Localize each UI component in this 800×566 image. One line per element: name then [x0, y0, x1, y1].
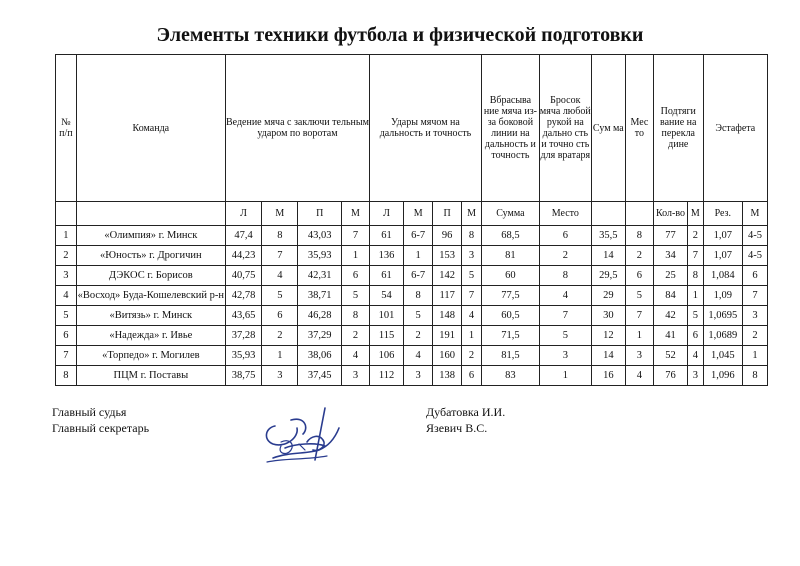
table-cell: 153 [433, 246, 462, 266]
table-row [56, 306, 768, 326]
row-number: 5 [56, 306, 77, 326]
table-cell: 1,084 [703, 266, 742, 286]
results-table [55, 54, 768, 386]
table-cell: 1 [341, 246, 369, 266]
table-cell: 14 [591, 346, 625, 366]
table-cell: 8 [262, 226, 298, 246]
table-row [56, 226, 768, 246]
table-cell: 35,5 [591, 226, 625, 246]
table-cell: 1,096 [703, 366, 742, 386]
table-cell: 6 [341, 266, 369, 286]
table-cell: 61 [369, 226, 403, 246]
table-cell: 29 [591, 286, 625, 306]
table-cell: 60 [481, 266, 539, 286]
table-cell: 3 [742, 306, 767, 326]
subheader-shot-m: М [404, 202, 433, 226]
header-team: Команда [76, 55, 225, 202]
subheader-empty [625, 202, 653, 226]
table-cell: 7 [462, 286, 482, 306]
subheader-pull-qty: Кол-во [653, 202, 687, 226]
table-cell: 38,71 [298, 286, 342, 306]
table-cell: 3 [341, 366, 369, 386]
table-cell: 77 [653, 226, 687, 246]
table-cell: 52 [653, 346, 687, 366]
table-cell: 6 [262, 306, 298, 326]
table-cell: 37,45 [298, 366, 342, 386]
table-cell: 5 [625, 286, 653, 306]
table-cell: 35,93 [225, 346, 261, 366]
row-number: 2 [56, 246, 77, 266]
header-place: Мес то [625, 55, 653, 202]
table-cell: 7 [262, 246, 298, 266]
table-cell: 1 [462, 326, 482, 346]
table-cell: 35,93 [298, 246, 342, 266]
table-row [56, 266, 768, 286]
table-cell: 148 [433, 306, 462, 326]
table-cell: 76 [653, 366, 687, 386]
table-cell: 5 [462, 266, 482, 286]
row-number: 4 [56, 286, 77, 306]
table-cell: 41 [653, 326, 687, 346]
judge-name: Дубатовка И.И. [426, 405, 506, 419]
table-cell: 42,78 [225, 286, 261, 306]
team-name: «Надежда» г. Ивье [76, 326, 225, 346]
table-cell: 6 [462, 366, 482, 386]
row-number: 3 [56, 266, 77, 286]
subheader-drib-l: Л [225, 202, 261, 226]
table-cell: 4 [625, 366, 653, 386]
team-name: ДЭКОС г. Борисов [76, 266, 225, 286]
table-cell: 8 [742, 366, 767, 386]
table-cell: 1 [262, 346, 298, 366]
table-cell: 136 [369, 246, 403, 266]
table-cell: 7 [625, 306, 653, 326]
table-cell: 117 [433, 286, 462, 306]
team-name: «Олимпия» г. Минск [76, 226, 225, 246]
table-cell: 30 [591, 306, 625, 326]
table-row [56, 326, 768, 346]
table-cell: 84 [653, 286, 687, 306]
table-cell: 42 [653, 306, 687, 326]
table-cell: 1 [625, 326, 653, 346]
table-cell: 2 [625, 246, 653, 266]
footer-right [426, 404, 505, 436]
header-dribbling: Ведение мяча с заключи тельным ударом по воротам [225, 55, 369, 202]
table-cell: 1,07 [703, 246, 742, 266]
table-cell: 7 [742, 286, 767, 306]
table-cell: 3 [262, 366, 298, 386]
table-cell: 4 [262, 266, 298, 286]
team-name: «Юность» г. Дрогичин [76, 246, 225, 266]
subheader-pull-m: М [688, 202, 704, 226]
chief-secretary-label: Главный секретарь [52, 421, 150, 435]
header-relay: Эстафета [703, 55, 767, 202]
table-cell: 8 [404, 286, 433, 306]
subheader-shot-m2: М [462, 202, 482, 226]
table-cell: 3 [625, 346, 653, 366]
team-name: ПЦМ г. Поставы [76, 366, 225, 386]
document-title: Элементы техники футбола и физической подготовки [156, 24, 644, 46]
table-cell: 14 [591, 246, 625, 266]
table-cell: 37,29 [298, 326, 342, 346]
table-cell: 160 [433, 346, 462, 366]
table-cell: 5 [404, 306, 433, 326]
subheader-empty [56, 202, 77, 226]
subheader-drib-p: П [298, 202, 342, 226]
table-row [56, 346, 768, 366]
table-cell: 106 [369, 346, 403, 366]
table-cell: 8 [539, 266, 591, 286]
table-cell: 3 [539, 346, 591, 366]
table-cell: 3 [404, 366, 433, 386]
table-cell: 2 [462, 346, 482, 366]
table-cell: 77,5 [481, 286, 539, 306]
subheader-relay-res: Рез. [703, 202, 742, 226]
subheader-empty [76, 202, 225, 226]
table-cell: 191 [433, 326, 462, 346]
table-cell: 142 [433, 266, 462, 286]
table-cell: 4 [404, 346, 433, 366]
subheader-shot-l: Л [369, 202, 403, 226]
table-cell: 5 [262, 286, 298, 306]
table-cell: 1 [539, 366, 591, 386]
row-number: 7 [56, 346, 77, 366]
table-cell: 6 [688, 326, 704, 346]
header-row [56, 55, 768, 202]
table-cell: 115 [369, 326, 403, 346]
table-cell: 46,28 [298, 306, 342, 326]
table-cell: 6-7 [404, 226, 433, 246]
header-shots: Удары мячом на дальность и точность [369, 55, 481, 202]
table-cell: 4 [688, 346, 704, 366]
table-cell: 8 [625, 226, 653, 246]
table-cell: 5 [539, 326, 591, 346]
table-cell: 3 [688, 366, 704, 386]
subheader-throw-sum: Сумма [481, 202, 539, 226]
table-row [56, 366, 768, 386]
table-cell: 96 [433, 226, 462, 246]
table-cell: 3 [462, 246, 482, 266]
header-pullups: Подтяги вание на перекла дине [653, 55, 703, 202]
team-name: «Восход» Буда-Кошелевский р-н [76, 286, 225, 306]
table-cell: 29,5 [591, 266, 625, 286]
table-cell: 7 [688, 246, 704, 266]
table-cell: 43,65 [225, 306, 261, 326]
table-cell: 4 [341, 346, 369, 366]
header-gk-throw: Бросок мяча любой рукой на дально сть и точно сть для вратаря [539, 55, 591, 202]
table-cell: 2 [262, 326, 298, 346]
subheader-relay-m: М [742, 202, 767, 226]
table-cell: 6 [625, 266, 653, 286]
table-cell: 1,0695 [703, 306, 742, 326]
subheader-throw-place: Место [539, 202, 591, 226]
subheader-drib-m: М [262, 202, 298, 226]
table-cell: 44,23 [225, 246, 261, 266]
table-cell: 47,4 [225, 226, 261, 246]
table-cell: 68,5 [481, 226, 539, 246]
subheader-row [56, 202, 768, 226]
secretary-name: Язевич В.С. [426, 421, 488, 435]
row-number: 6 [56, 326, 77, 346]
signature-image [255, 398, 355, 476]
table-cell: 43,03 [298, 226, 342, 246]
table-cell: 101 [369, 306, 403, 326]
table-cell: 8 [688, 266, 704, 286]
table-cell: 6 [539, 226, 591, 246]
row-number: 8 [56, 366, 77, 386]
table-cell: 1,0689 [703, 326, 742, 346]
table-cell: 6-7 [404, 266, 433, 286]
header-num: № п/п [56, 55, 77, 202]
table-cell: 60,5 [481, 306, 539, 326]
table-cell: 1,09 [703, 286, 742, 306]
table-cell: 7 [539, 306, 591, 326]
table-cell: 2 [341, 326, 369, 346]
table-cell: 54 [369, 286, 403, 306]
table-cell: 5 [341, 286, 369, 306]
table-cell: 38,75 [225, 366, 261, 386]
table-cell: 1,07 [703, 226, 742, 246]
chief-judge-label: Главный судья [52, 405, 127, 419]
table-cell: 83 [481, 366, 539, 386]
table-cell: 8 [462, 226, 482, 246]
table-cell: 4 [539, 286, 591, 306]
table-body [56, 226, 768, 386]
subheader-drib-m2: М [341, 202, 369, 226]
subheader-shot-p: П [433, 202, 462, 226]
subheader-empty [591, 202, 625, 226]
table-cell: 8 [341, 306, 369, 326]
table-cell: 25 [653, 266, 687, 286]
table-cell: 16 [591, 366, 625, 386]
team-name: «Витязь» г. Минск [76, 306, 225, 326]
table-cell: 71,5 [481, 326, 539, 346]
table-cell: 2 [404, 326, 433, 346]
table-cell: 81,5 [481, 346, 539, 366]
table-cell: 81 [481, 246, 539, 266]
table-cell: 112 [369, 366, 403, 386]
table-cell: 37,28 [225, 326, 261, 346]
header-sum: Сум ма [591, 55, 625, 202]
table-cell: 5 [688, 306, 704, 326]
table-cell: 2 [742, 326, 767, 346]
table-row [56, 286, 768, 306]
table-cell: 2 [688, 226, 704, 246]
table-cell: 4-5 [742, 226, 767, 246]
table-cell: 1 [742, 346, 767, 366]
header-throw-in: Вбрасыва ние мяча из-за боковой линии на дальность и точность [481, 55, 539, 202]
table-cell: 6 [742, 266, 767, 286]
table-cell: 38,06 [298, 346, 342, 366]
table-cell: 4 [462, 306, 482, 326]
table-cell: 40,75 [225, 266, 261, 286]
table-cell: 12 [591, 326, 625, 346]
footer-left [52, 404, 149, 436]
table-cell: 1 [688, 286, 704, 306]
table-cell: 4-5 [742, 246, 767, 266]
table-cell: 138 [433, 366, 462, 386]
table-cell: 2 [539, 246, 591, 266]
table-cell: 7 [341, 226, 369, 246]
row-number: 1 [56, 226, 77, 246]
table-cell: 1 [404, 246, 433, 266]
table-cell: 1,045 [703, 346, 742, 366]
team-name: «Торпедо» г. Могилев [76, 346, 225, 366]
table-row [56, 246, 768, 266]
table-cell: 42,31 [298, 266, 342, 286]
table-cell: 61 [369, 266, 403, 286]
table-cell: 34 [653, 246, 687, 266]
